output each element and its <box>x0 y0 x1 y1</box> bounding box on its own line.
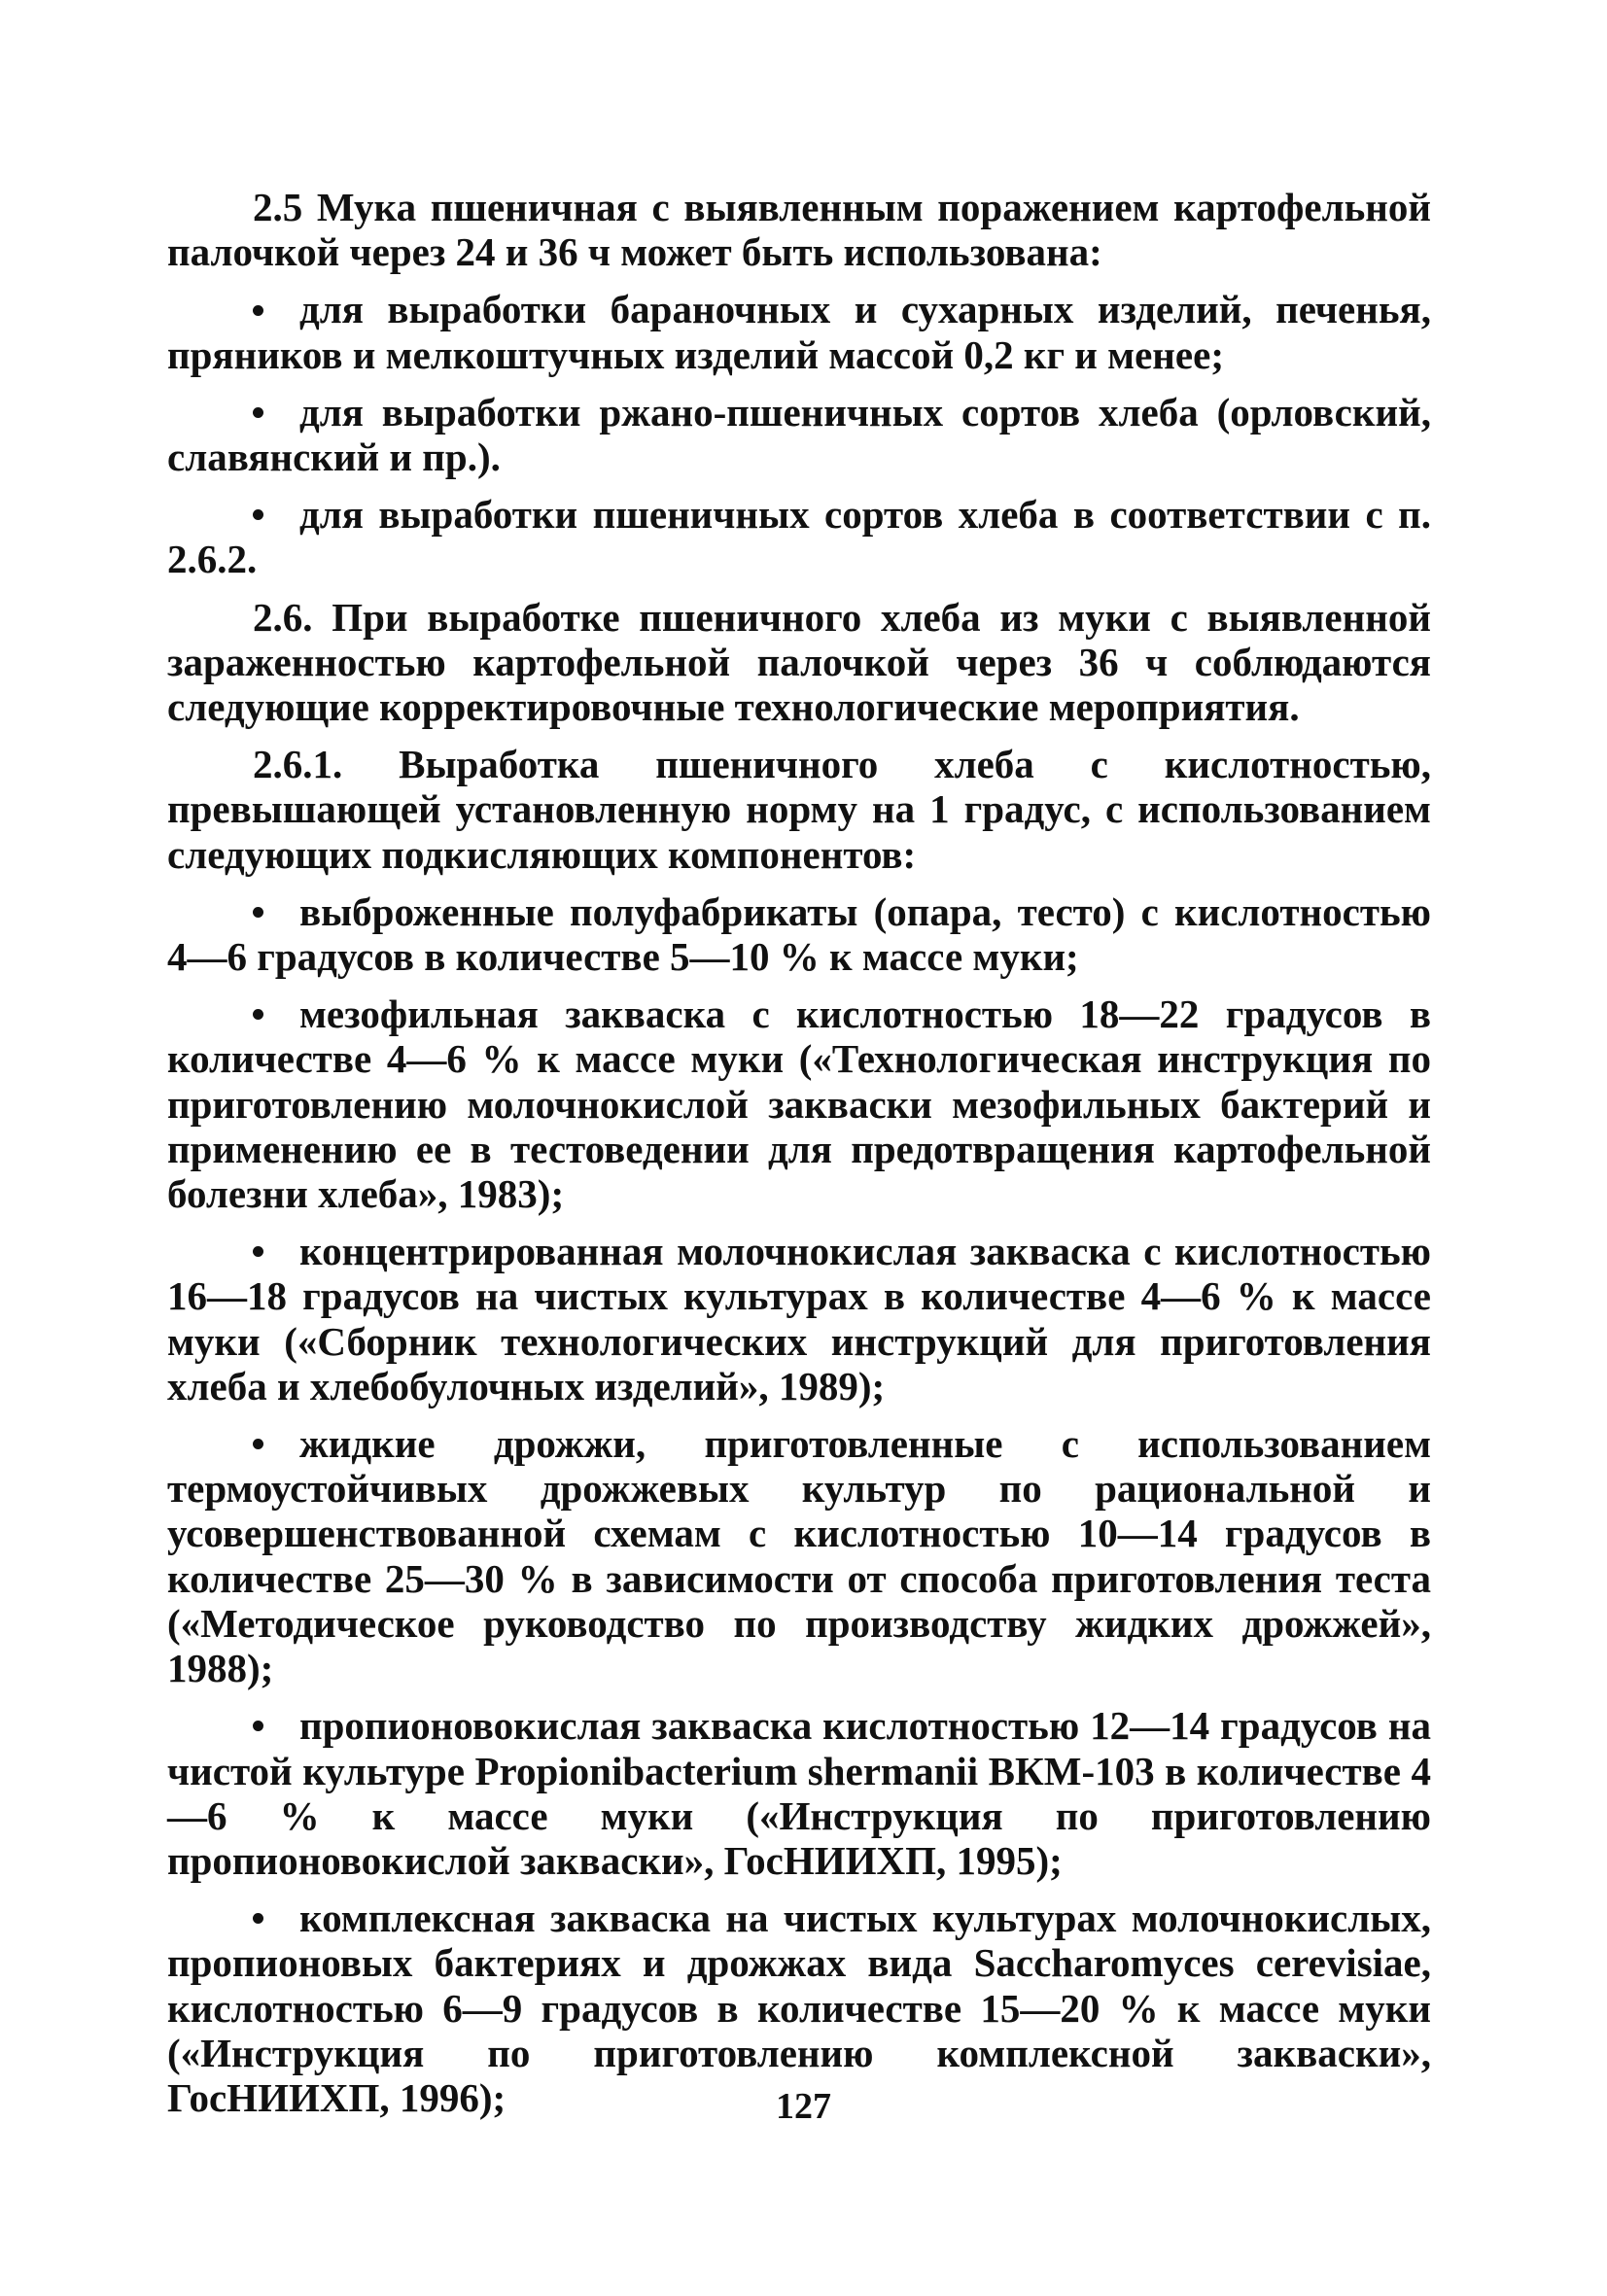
list-item: концентрированная молочнокислая закваска с кислотностью 16—18 градусов на чистых культурах в количестве 4—6 % к массе муки («Сборник технологических инструкций для приготовления хлеба и хлебобулочных изделий», 1989); <box>167 1229 1431 1409</box>
list-item: мезофильная закваска с кислотностью 18—22 градусов в количестве 4—6 % к массе муки («Технологическая инструкция по приготовлению молочнокислой закваски мезофильных бактерий и применению ее в тестоведении для предотвращения картофельной болезни хлеба», 1983); <box>167 991 1431 1217</box>
list-item: для выработки бараночных и сухарных изделий, печенья, пряников и мелкоштучных изделий массой 0,2 кг и менее; <box>167 287 1431 377</box>
page-body <box>167 185 1431 2120</box>
bullet-icon <box>253 991 299 1036</box>
bullet-icon <box>253 1229 299 1273</box>
list-item: выброженные полуфабрикаты (опара, тесто) с кислотностью 4—6 градусов в количестве 5—10 % к массе муки; <box>167 888 1431 980</box>
bullet-icon <box>253 1421 299 1466</box>
page-number: 127 <box>776 2086 831 2127</box>
list-item: жидкие дрожжи, приготовленные с использованием термоустойчивых дрожжевых культур по рациональной и усовершенствованной схемам с кислотностью 10—14 градусов в количестве 25—30 % в зависимости от способа приготовления теста («Методическое руководство по производству жидких дрожжей», 1988); <box>167 1421 1431 1691</box>
list-item: пропионовокислая закваска кислотностью 12—14 градусов на чистой культуре Propionibacterium shermanii ВКМ-103 в количестве 4—6 % к массе муки («Инструкция по приготовлению пропионовокислой закваски», ГосНИИХП, 1995); <box>167 1703 1431 1883</box>
list-item: комплексная закваска на чистых культурах молочнокислых, пропионовых бактериях и дрожжах вида Saccharomyces cerevisiae, кислотностью 6—9 градусов в количестве 15—20 % к массе муки («Инструкция по приготовлению комплексной закваски», ГосНИИХП, 1996); <box>167 1896 1431 2120</box>
paragraph-2-6-1: 2.6.1. Выработка пшеничного хлеба с кислотностью, превышающей установленную норму на 1 градус, с использованием следующих подкисляющих компонентов: <box>167 742 1431 877</box>
bullet-icon <box>253 287 299 331</box>
paragraph-2-6: 2.6. При выработке пшеничного хлеба из муки с выявленной зараженностью картофельной палочкой через 36 ч соблюдаются следующие корректировочные технологические мероприятия. <box>167 594 1431 730</box>
list-item: для выработки пшеничных сортов хлеба в соответствии с п. 2.6.2. <box>167 492 1431 582</box>
bullet-icon <box>253 390 299 435</box>
bullet-icon <box>253 1896 299 1940</box>
list-item: для выработки ржано-пшеничных сортов хлеба (орловский, славянский и пр.). <box>167 389 1431 480</box>
bullet-icon <box>253 889 299 934</box>
paragraph-2-5: 2.5 Мука пшеничная с выявленным поражением картофельной палочкой через 24 и 36 ч может быть использована: <box>167 185 1431 275</box>
bullet-icon <box>253 492 299 537</box>
bullet-icon <box>253 1703 299 1748</box>
